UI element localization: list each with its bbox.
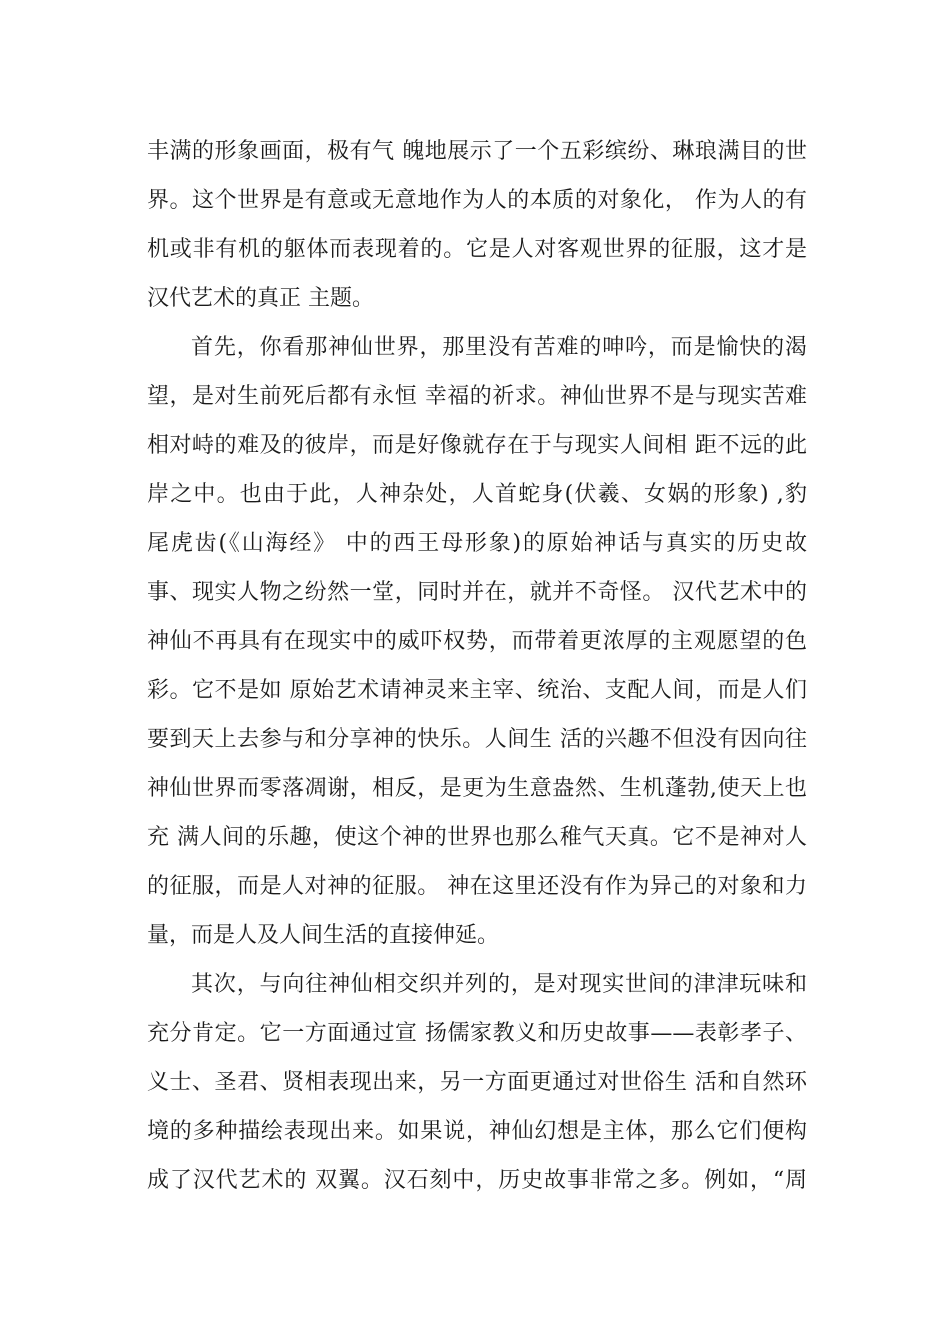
text-line: 的征服，而是人对神的征服。 神在这里还没有作为异己的对象和力 <box>147 874 807 899</box>
text-line: 充 满人间的乐趣，使这个神的世界也那么稚气天真。它不是神对人 <box>147 825 807 850</box>
text-line: 望，是对生前死后都有永恒 幸福的祈求。神仙世界不是与现实苦难 <box>147 384 807 409</box>
text-line: 岸之中。也由于此，人神杂处，人首蛇身(伏羲、女娲的形象) ,豹 <box>147 482 807 507</box>
body-text <box>147 127 807 1205</box>
text-line: 充分肯定。它一方面通过宣 扬儒家教义和历史故事——表彰孝子、 <box>147 1021 807 1046</box>
text-line: 丰满的形象画面，极有气 魄地展示了一个五彩缤纷、琳琅满目的世 <box>147 139 807 164</box>
paragraph-start-line: 其次，与向往神仙相交织并列的，是对现实世间的津津玩味和 <box>191 972 807 997</box>
text-line: 相对峙的难及的彼岸，而是好像就存在于与现实人间相 距不远的此 <box>147 433 807 458</box>
text-line: 要到天上去参与和分享神的快乐。人间生 活的兴趣不但没有因向往 <box>147 727 807 752</box>
text-line: 量，而是人及人间生活的直接伸延。 <box>147 923 500 948</box>
text-line: 汉代艺术的真正 主题。 <box>147 286 374 311</box>
text-line: 事、现实人物之纷然一堂，同时并在，就并不奇怪。 汉代艺术中的 <box>147 580 807 605</box>
paragraph-start-line: 首先，你看那神仙世界，那里没有苦难的呻吟，而是愉快的渴 <box>191 335 807 360</box>
text-line: 义士、圣君、贤相表现出来，另一方面更通过对世俗生 活和自然环 <box>147 1070 807 1095</box>
text-line: 神仙世界而零落凋谢，相反，是更为生意盎然、生机蓬勃,使天上也 <box>147 776 807 801</box>
text-line: 尾虎齿(《山海经》 中的西王母形象)的原始神话与真实的历史故 <box>147 531 807 556</box>
text-line: 界。这个世界是有意或无意地作为人的本质的对象化， 作为人的有 <box>147 188 807 213</box>
text-line: 机或非有机的躯体而表现着的。它是人对客观世界的征服，这才是 <box>147 237 807 262</box>
text-line: 彩。它不是如 原始艺术请神灵来主宰、统治、支配人间，而是人们 <box>147 678 807 703</box>
text-line: 成了汉代艺术的 双翼。汉石刻中，历史故事非常之多。例如，“周 <box>147 1168 807 1193</box>
text-line: 境的多种描绘表现出来。如果说，神仙幻想是主体，那么它们便构 <box>147 1119 807 1144</box>
text-line: 神仙不再具有在现实中的威吓权势，而带着更浓厚的主观愿望的色 <box>147 629 807 654</box>
